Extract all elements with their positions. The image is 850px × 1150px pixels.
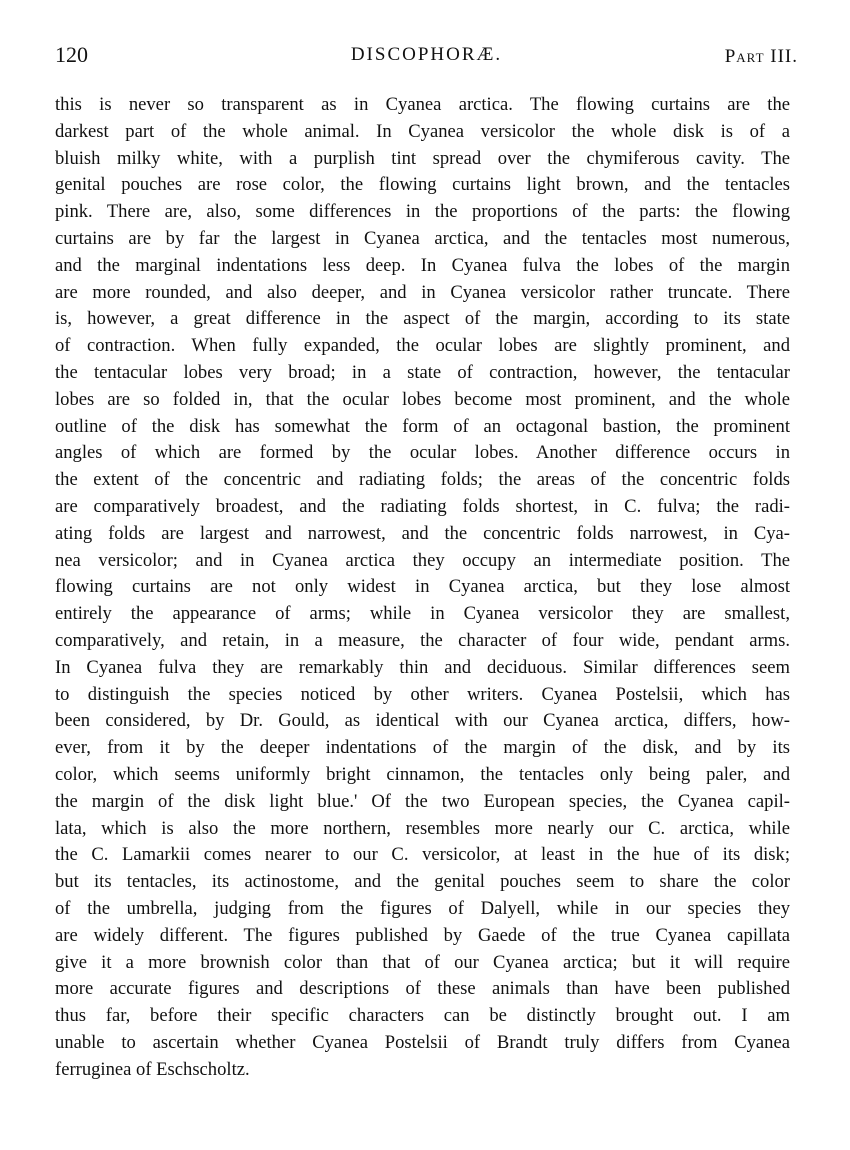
text-line: the margin of the disk light blue.' Of the two European species, the Cyanea capil-: [55, 790, 790, 812]
text-line: bluish milky white, with a purplish tint spread over the chymiferous cavity. The: [55, 147, 790, 169]
body-text: [55, 92, 790, 1083]
text-line: outline of the disk has somewhat the form of an octagonal bastion, the prominent: [55, 415, 790, 437]
text-line: ever, from it by the deeper indentations of the margin of the disk, and by its: [55, 737, 790, 759]
text-line: ating folds are largest and narrowest, and the concentric folds narrowest, in Cya-: [55, 522, 790, 544]
text-line: entirely the appearance of arms; while in Cyanea versicolor they are smallest,: [55, 603, 790, 625]
text-line: In Cyanea fulva they are remarkably thin and deciduous. Similar differences seem: [55, 656, 790, 678]
text-line: more accurate figures and descriptions of these animals than have been published: [55, 978, 790, 1000]
text-line: flowing curtains are not only widest in Cyanea arctica, but they lose almost: [55, 576, 790, 598]
text-line: lobes are so folded in, that the ocular lobes become most prominent, and the whole: [55, 388, 790, 410]
text-line: give it a more brownish color than that of our Cyanea arctica; but it will require: [55, 951, 790, 973]
text-line: are comparatively broadest, and the radiating folds shortest, in C. fulva; the radi-: [55, 495, 790, 517]
text-line: comparatively, and retain, in a measure, the character of four wide, pendant arms.: [55, 629, 790, 651]
text-line: are widely different. The figures published by Gaede of the true Cyanea capillata: [55, 924, 790, 946]
text-line: and the marginal indentations less deep. In Cyanea fulva the lobes of the margin: [55, 254, 790, 276]
text-line: genital pouches are rose color, the flowing curtains light brown, and the tentacles: [55, 174, 790, 196]
text-line: the tentacular lobes very broad; in a state of contraction, however, the tentacular: [55, 361, 790, 383]
text-line: curtains are by far the largest in Cyanea arctica, and the tentacles most numerous,: [55, 227, 790, 249]
text-line: the extent of the concentric and radiating folds; the areas of the concentric folds: [55, 469, 790, 491]
page-header: [55, 42, 798, 72]
text-line: lata, which is also the more northern, resembles more nearly our C. arctica, while: [55, 817, 790, 839]
text-line: this is never so transparent as in Cyanea arctica. The flowing curtains are the: [55, 94, 790, 115]
part-label: Part III.: [724, 46, 798, 67]
page-number: 120: [55, 42, 88, 67]
text-line: to distinguish the species noticed by other writers. Cyanea Postelsii, which has: [55, 683, 790, 705]
text-line: nea versicolor; and in Cyanea arctica they occupy an intermediate position. The: [55, 549, 790, 571]
text-line: thus far, before their specific characters can be distinctly brought out. I am: [55, 1005, 790, 1027]
text-line: of the umbrella, judging from the figures of Dalyell, while in our species they: [55, 897, 790, 919]
running-title: DISCOPHORÆ.: [350, 44, 503, 65]
text-line: color, which seems uniformly bright cinnamon, the tentacles only being paler, and: [55, 763, 790, 785]
text-line: are more rounded, and also deeper, and in Cyanea versicolor rather truncate. There: [55, 281, 790, 303]
text-line: of contraction. When fully expanded, the ocular lobes are slightly prominent, and: [55, 335, 790, 357]
text-line: darkest part of the whole animal. In Cyanea versicolor the whole disk is of a: [55, 120, 790, 142]
text-line: but its tentacles, its actinostome, and the genital pouches seem to share the color: [55, 871, 790, 893]
text-line: the C. Lamarkii comes nearer to our C. versicolor, at least in the hue of its disk;: [55, 844, 790, 866]
text-line: unable to ascertain whether Cyanea Postelsii of Brandt truly differs from Cyanea: [55, 1031, 790, 1053]
text-line: been considered, by Dr. Gould, as identical with our Cyanea arctica, differs, how-: [55, 710, 790, 732]
text-line: ferruginea of Eschscholtz.: [55, 1058, 250, 1080]
text-line: angles of which are formed by the ocular lobes. Another difference occurs in: [55, 442, 790, 464]
text-line: pink. There are, also, some differences in the proportions of the parts: the flowing: [55, 201, 790, 223]
text-line: is, however, a great difference in the aspect of the margin, according to its state: [55, 308, 790, 330]
